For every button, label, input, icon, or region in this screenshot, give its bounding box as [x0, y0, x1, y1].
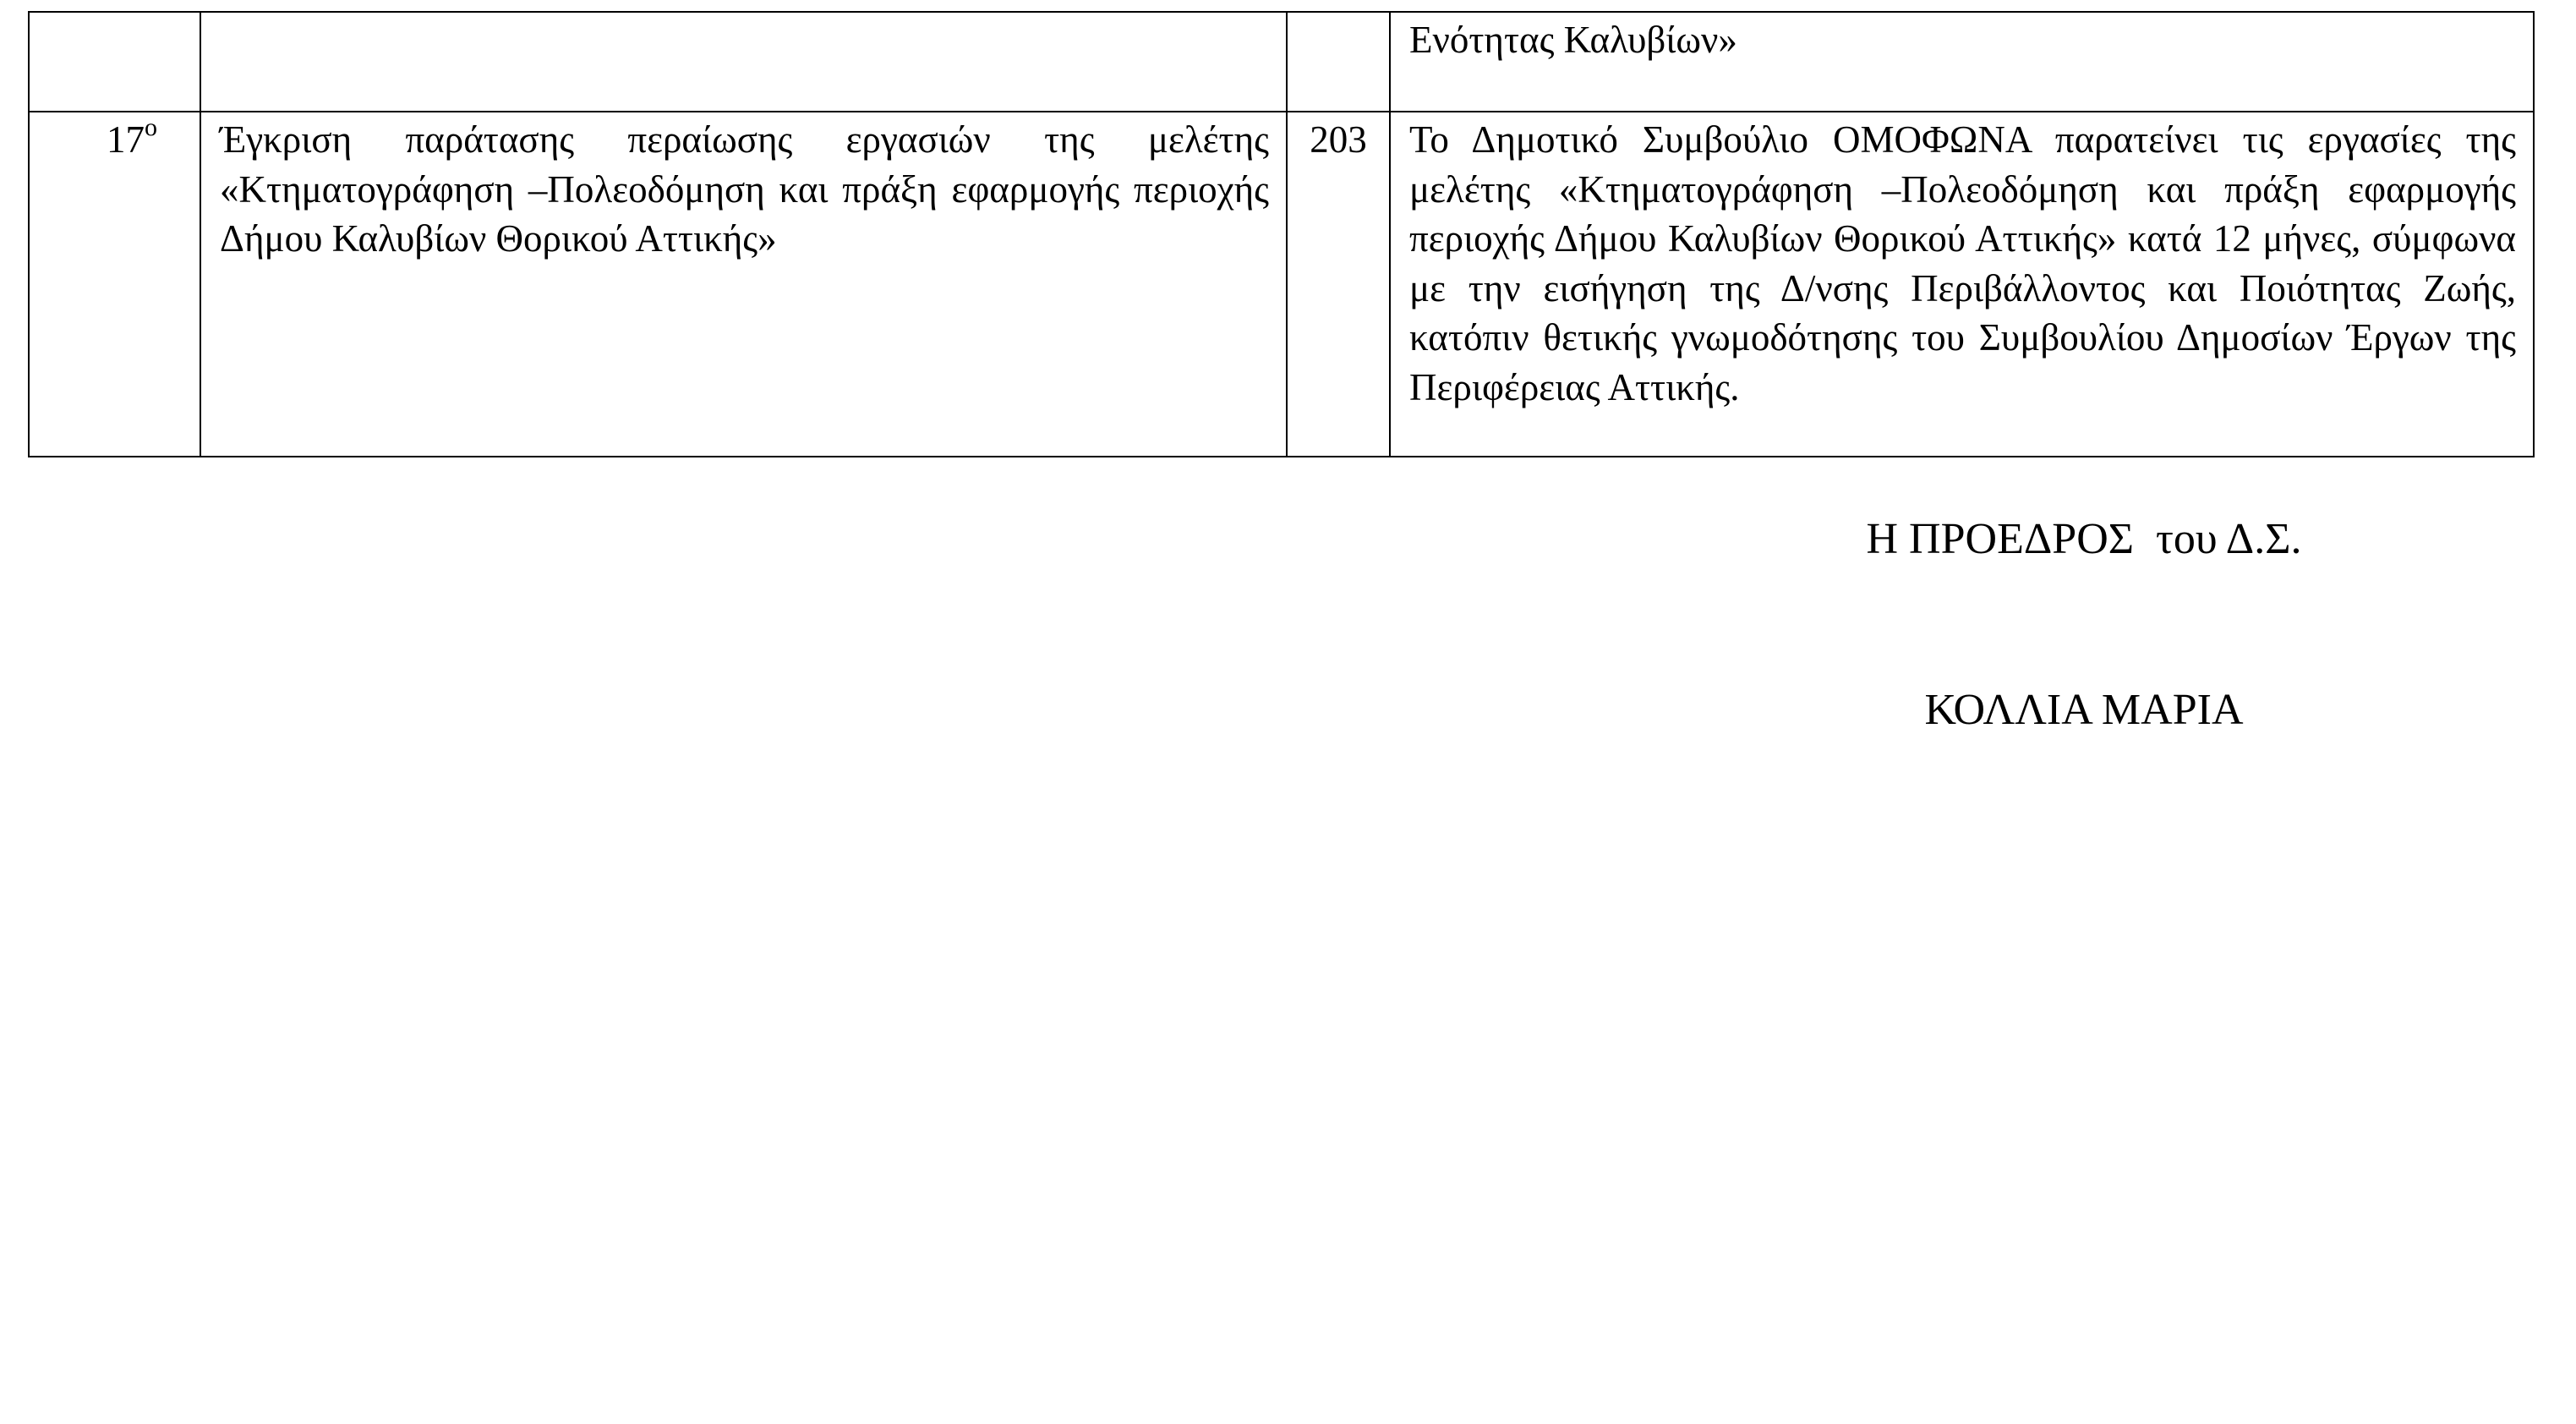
decision-text: Το Δημοτικό Συμβούλιο ΟΜΟΦΩΝΑ παρατείνει τις εργασίες της μελέτης «Κτηματογράφηση –Πολεοδόμηση και πράξη εφαρμογής περιοχής Δήμου Καλυβίων Θορικού Αττικής» κατά 12 μήνες, σύμφωνα με την εισήγηση της Δ/νσης Περιβάλλοντος και Ποιότητας Ζωής, κατόπιν θετικής γνωμοδότησης του Συμβουλίου Δημοσίων Έργων της Περιφέρειας Αττικής. — [1409, 118, 2516, 408]
decisions-table — [28, 11, 2535, 457]
table-row-item-17 — [29, 112, 2534, 457]
decision-number-cell — [1287, 112, 1390, 457]
subject-cell-empty — [200, 12, 1287, 112]
decision-number-cell-empty — [1287, 12, 1390, 112]
item-number-cell — [29, 112, 200, 457]
decision-text-continued: Ενότητας Καλυβίων» — [1409, 19, 1737, 61]
item-subject: Έγκριση παράτασης περαίωσης εργασιών της μελέτης «Κτηματογράφηση –Πολεοδόμηση και πράξη εφαρμογής περιοχής Δήμου Καλυβίων Θορικού Αττικής» — [220, 118, 1269, 260]
subject-cell — [200, 112, 1287, 457]
item-number — [30, 112, 200, 165]
decision-text-cell — [1390, 112, 2534, 457]
decision-text-cell-continued — [1390, 12, 2534, 112]
item-number-suffix: ο — [145, 113, 157, 141]
signature-name: ΚΟΛΛΙΑ ΜΑΡΙΑ — [1924, 686, 2244, 734]
decision-number: 203 — [1310, 118, 1367, 161]
item-number-cell-empty — [29, 12, 200, 112]
signature-title: Η ΠΡΟΕΔΡΟΣ του Δ.Σ. — [1866, 515, 2302, 563]
table-row-continued — [29, 12, 2534, 112]
item-number-value: 17 — [107, 118, 145, 161]
